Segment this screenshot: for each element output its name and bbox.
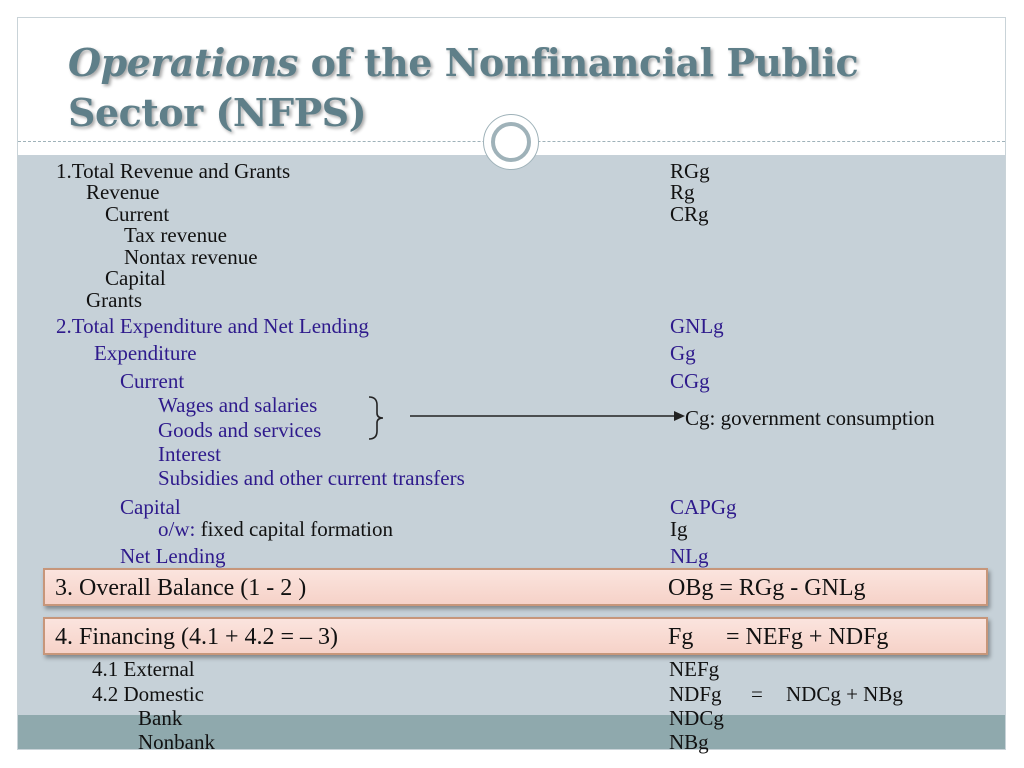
title-line2: Sector (NFPS) [68, 90, 367, 135]
net-lending-label: Net Lending [120, 544, 226, 568]
goods-services-label: Goods and services [158, 418, 322, 442]
total-revenue-label: 1.Total Revenue and Grants [56, 159, 291, 183]
domestic-financing-label: 4.2 Domestic [92, 682, 204, 706]
capital-revenue-label: Capital [105, 266, 166, 290]
domestic-financing-code: NDFg [669, 682, 722, 706]
financing-formula-right: = NEFg + NDFg [726, 624, 889, 650]
domestic-financing-formula: NDCg + NBg [786, 682, 903, 706]
current-expenditure-label: Current [120, 369, 185, 393]
revenue-code: Rg [670, 180, 695, 204]
nonbank-financing-code: NBg [669, 730, 709, 754]
fixed-capital-label: fixed capital formation [200, 517, 394, 541]
grants-label: Grants [86, 288, 142, 312]
of-which-label: o/w: [158, 517, 196, 541]
revenue-label: Revenue [86, 180, 160, 204]
external-financing-code: NEFg [669, 657, 720, 681]
total-revenue-code: RGg [670, 159, 710, 183]
current-expenditure-code: CGg [670, 369, 710, 393]
nonbank-financing-label: Nonbank [138, 730, 215, 754]
financing-formula-left: Fg [668, 624, 694, 650]
government-consumption-note: Cg: government consumption [685, 406, 935, 430]
bank-financing-label: Bank [138, 706, 183, 730]
subsidies-label: Subsidies and other current transfers [158, 466, 465, 490]
net-lending-code: NLg [670, 544, 709, 568]
expenditure-label: Expenditure [94, 341, 197, 365]
nontax-revenue-label: Nontax revenue [124, 245, 258, 269]
tax-revenue-label: Tax revenue [124, 223, 227, 247]
right-brace-icon [366, 395, 392, 441]
overall-balance-formula: OBg = RGg - GNLg [668, 575, 866, 601]
interest-label: Interest [158, 442, 221, 466]
total-expenditure-label: 2.Total Expenditure and Net Lending [56, 314, 369, 338]
external-financing-label: 4.1 External [92, 657, 195, 681]
title-italic: Operations [68, 40, 298, 85]
current-revenue-label: Current [105, 202, 170, 226]
fixed-capital-row [158, 518, 393, 540]
bank-financing-code: NDCg [669, 706, 724, 730]
capital-expenditure-label: Capital [120, 495, 181, 519]
overall-balance-label: 3. Overall Balance (1 - 2 ) [55, 575, 307, 601]
expenditure-code: Gg [670, 341, 696, 365]
domestic-equals: = [751, 682, 763, 706]
financing-label: 4. Financing (4.1 + 4.2 = – 3) [55, 624, 339, 650]
total-expenditure-code: GNLg [670, 314, 724, 338]
capital-expenditure-code: CAPGg [670, 495, 737, 519]
fixed-capital-code: Ig [670, 517, 688, 541]
wages-label: Wages and salaries [158, 393, 318, 417]
title-line1-rest: of the Nonfinancial Public [297, 40, 859, 85]
arrow-right-icon [408, 408, 686, 424]
current-revenue-code: CRg [670, 202, 709, 226]
